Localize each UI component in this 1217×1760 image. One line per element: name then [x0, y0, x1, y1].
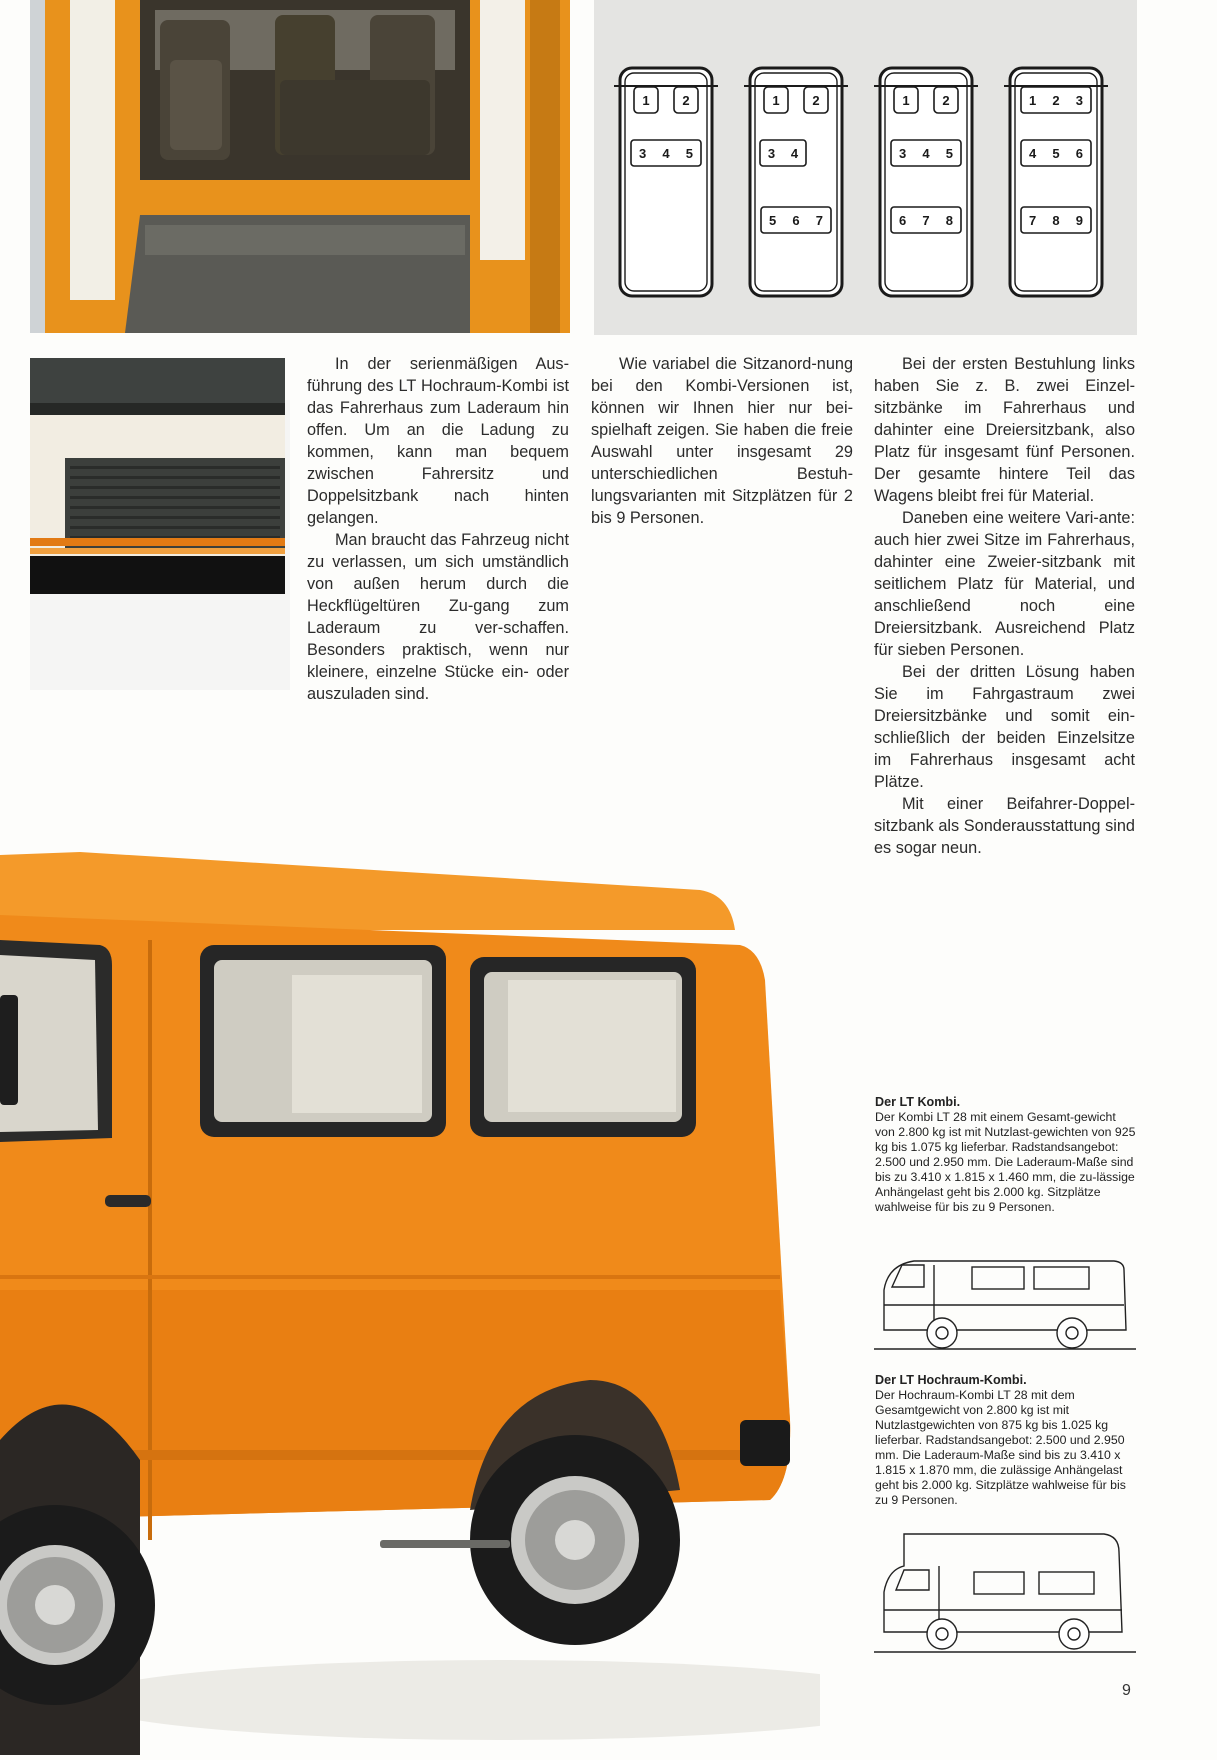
lt-kombi-line-drawing: [874, 1235, 1136, 1353]
seat-number: 6: [899, 213, 907, 228]
seat-number: 2: [942, 93, 950, 108]
paragraph: Bei der dritten Lösung haben Sie im Fahrgastraum zwei Dreiersitzbänke und somit ein-schließlich der beiden Einzelsitze im Fahrerhaus insgesamt acht Plätze.: [874, 663, 1135, 791]
paragraph: Wie variabel die Sitzanord-nung bei den Kombi-Versionen ist, können wir Ihnen hier nur bei-spielhaft zeigen. Sie haben die freie Auswahl unter insgesamt 29 unterschiedlichen Bestuh-lungsvarianten mit Sitzplätzen für 2 bis 9 Personen.: [591, 355, 853, 527]
spec-body: Der Kombi LT 28 mit einem Gesamt-gewicht von 2.800 kg ist mit Nutzlast-gewichten von 925 kg bis 1.075 kg lieferbar. Radstandsangebot: 2.500 und 2.950 mm. Die Laderaum-Maße sind bis zu 3.410 x 1.815 x 1.460 mm, die zu-lässige Anhängelast geht bis 2.000 kg. Sitzplätze wahlweise für bis zu 9 Personen.: [875, 1110, 1136, 1214]
seat-number: 4: [790, 146, 799, 161]
seat-number: 1: [642, 93, 650, 108]
spec-body: Der Hochraum-Kombi LT 28 mit dem Gesamtgewicht von 2.800 kg ist mit Nutzlastgewichten von 875 kg bis 1.025 kg lieferbar. Radstandsangebot: 2.500 und 2.950 mm. Die Laderaum-Maße sind bis zu 3.410 x 1.815 x 1.870 mm, die zulässige Anhängelast geht bis 2.000 kg. Sitzplätze wahlweise für bis zu 9 Personen.: [875, 1388, 1126, 1507]
seat-number: 5: [1052, 146, 1060, 161]
seating-layout-4: [1004, 68, 1108, 296]
seat-number: 7: [815, 213, 823, 228]
seat-number: 5: [769, 213, 777, 228]
seat-number: 1: [1029, 93, 1037, 108]
seat-number: 2: [812, 93, 820, 108]
lt-hochraum-kombi-line-drawing: [874, 1522, 1136, 1654]
seat-number: 6: [1075, 146, 1083, 161]
paragraph: Daneben eine weitere Vari-ante: auch hier zwei Sitze im Fahrerhaus, dahinter eine Zweier-sitzbank mit seitlichem Platz für Material, und anschließend noch eine Dreiersitzbank. Ausreichend Platz für sieben Personen.: [874, 509, 1135, 659]
seat-number: 7: [1029, 213, 1037, 228]
seat-number: 4: [1029, 146, 1037, 161]
seat-number: 8: [1052, 213, 1060, 228]
spec-title: Der LT Hochraum-Kombi.: [875, 1373, 1027, 1387]
paragraph: Man braucht das Fahrzeug nicht zu verlassen, um sich umständlich von außen herum durch die Heckflügeltüren Zu-gang zum Laderaum zu ver-schaffen. Besonders praktisch, wenn nur kleinere, einzelne Stücke ein- oder auszuladen sind.: [307, 531, 569, 703]
seat-number: 2: [1052, 93, 1060, 108]
seating-diagram-panel: [594, 0, 1137, 335]
seat-number: 2: [682, 93, 690, 108]
body-column-2: [591, 353, 853, 529]
floor-detail-photo: [30, 358, 285, 594]
seat-number: 3: [767, 146, 776, 161]
seat-number: 4: [922, 146, 930, 161]
seat-number: 6: [792, 213, 800, 228]
page-number: 9: [1122, 1682, 1131, 1699]
seat-number: 7: [922, 213, 930, 228]
seat-number: 3: [1075, 93, 1083, 108]
orange-van-photo: [0, 820, 820, 1755]
seat-number: 8: [945, 213, 953, 228]
interior-photo: [30, 0, 570, 333]
seat-number: 5: [685, 146, 693, 161]
seating-layout-3: [874, 68, 978, 296]
seating-layout-1: [614, 68, 718, 296]
seat-number: 9: [1075, 213, 1083, 228]
paragraph: Mit einer Beifahrer-Doppel-sitzbank als Sonderausstattung sind es sogar neun.: [874, 795, 1135, 857]
seat-number: 1: [772, 93, 780, 108]
seat-number: 3: [899, 146, 907, 161]
spec-lt-kombi: [875, 1095, 1137, 1215]
spec-lt-hochraum-kombi: [875, 1373, 1137, 1508]
seat-number: 3: [639, 146, 647, 161]
seat-number: 4: [662, 146, 670, 161]
spec-title: Der LT Kombi.: [875, 1095, 961, 1109]
body-column-1: [307, 353, 569, 705]
seating-layout-2: [744, 68, 848, 296]
seat-number: 1: [902, 93, 910, 108]
paragraph: In der serienmäßigen Aus-führung des LT Hochraum-Kombi ist das Fahrerhaus zum Laderaum hin offen. Um an die Ladung zu kommen, kann man bequem zwischen Fahrersitz und Doppelsitzbank nach hinten gelangen.: [307, 355, 569, 527]
paragraph: Bei der ersten Bestuhlung links haben Sie z. B. zwei Einzel-sitzbänke im Fahrerhaus und dahinter eine Dreiersitzbank, also Platz für insgesamt fünf Personen. Der gesamte hintere Teil das Wagens bleibt frei für Material.: [874, 355, 1135, 505]
seat-number: 5: [945, 146, 953, 161]
body-column-3: [874, 353, 1135, 859]
